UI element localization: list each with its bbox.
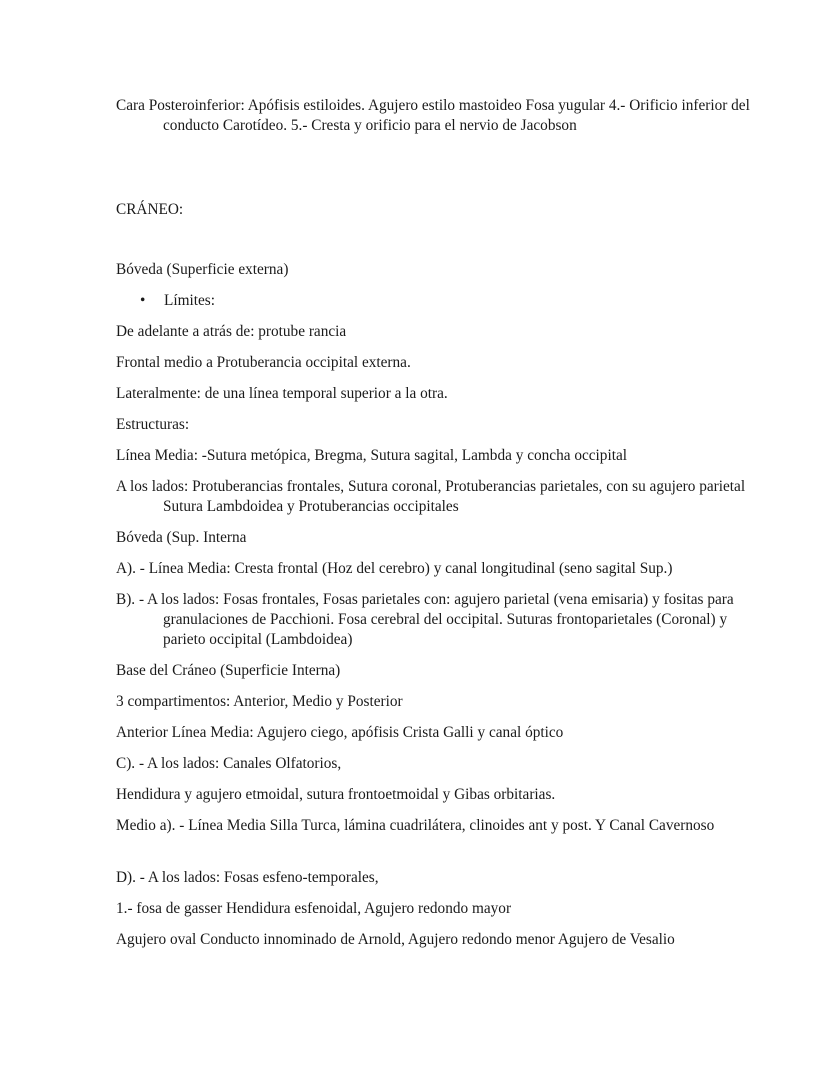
paragraph-lateralmente: Lateralmente: de una línea temporal superior a la otra.: [116, 385, 448, 402]
heading-base-craneo: Base del Cráneo (Superficie Interna): [116, 662, 341, 679]
paragraph-fosa-gasser: 1.- fosa de gasser Hendidura esfenoidal, Agujero redondo mayor: [116, 900, 512, 917]
paragraph-frontal-medio: Frontal medio a Protuberancia occipital externa.: [116, 354, 411, 371]
heading-boveda-interna: Bóveda (Sup. Interna: [116, 529, 247, 546]
paragraph-a-linea-media: A). - Línea Media: Cresta frontal (Hoz del cerebro) y canal longitudinal (seno sagital Sup.): [116, 560, 673, 577]
paragraph-compartimentos: 3 compartimentos: Anterior, Medio y Posterior: [116, 693, 403, 710]
paragraph-d-a-los-lados: D). - A los lados: Fosas esfeno-temporales,: [116, 869, 379, 886]
paragraph-a-los-lados: A los lados: Protuberancias frontales, Sutura coronal, Protuberancias parietales, con su agujero parietal Sutura Lambdoidea y Protuberancias occipitales: [116, 478, 746, 515]
bullet-item-limites: Límites:: [164, 292, 215, 309]
heading-boveda-externa: Bóveda (Superficie externa): [116, 261, 289, 278]
paragraph-adelante-atras: De adelante a atrás de: protube rancia: [116, 323, 347, 340]
bullet-icon: •: [140, 292, 146, 309]
paragraph-hendidura: Hendidura y agujero etmoidal, sutura frontoetmoidal y Gibas orbitarias.: [116, 786, 556, 803]
heading-craneo: CRÁNEO:: [116, 201, 184, 218]
paragraph-medio: Medio a). - Línea Media Silla Turca, lámina cuadrilátera, clinoides ant y post. Y Canal Cavernoso: [116, 817, 715, 834]
paragraph-c-a-los-lados: C). - A los lados: Canales Olfatorios,: [116, 755, 342, 772]
paragraph-agujero-oval: Agujero oval Conducto innominado de Arnold, Agujero redondo menor Agujero de Vesalio: [116, 931, 675, 948]
paragraph-anterior-linea-media: Anterior Línea Media: Agujero ciego, apófisis Crista Galli y canal óptico: [116, 724, 564, 741]
paragraph-b-a-los-lados: B). - A los lados: Fosas frontales, Fosas parietales con: agujero parietal (vena emisaria) y fositas para granulaciones de Pacchioni. Fosa cerebral del occipital. Suturas frontoparietales (Coronal) y parieto occipital (Lambdoidea): [116, 591, 734, 648]
paragraph-estructuras: Estructuras:: [116, 416, 190, 433]
paragraph-cara-posteroinferior: Cara Posteroinferior: Apófisis estiloides. Agujero estilo mastoideo Fosa yugular 4.- Orificio inferior del conducto Carotídeo. 5.- Cresta y orificio para el nervio de Jacobson: [116, 97, 750, 134]
paragraph-linea-media: Línea Media: -Sutura metópica, Bregma, Sutura sagital, Lambda y concha occipital: [116, 447, 627, 464]
